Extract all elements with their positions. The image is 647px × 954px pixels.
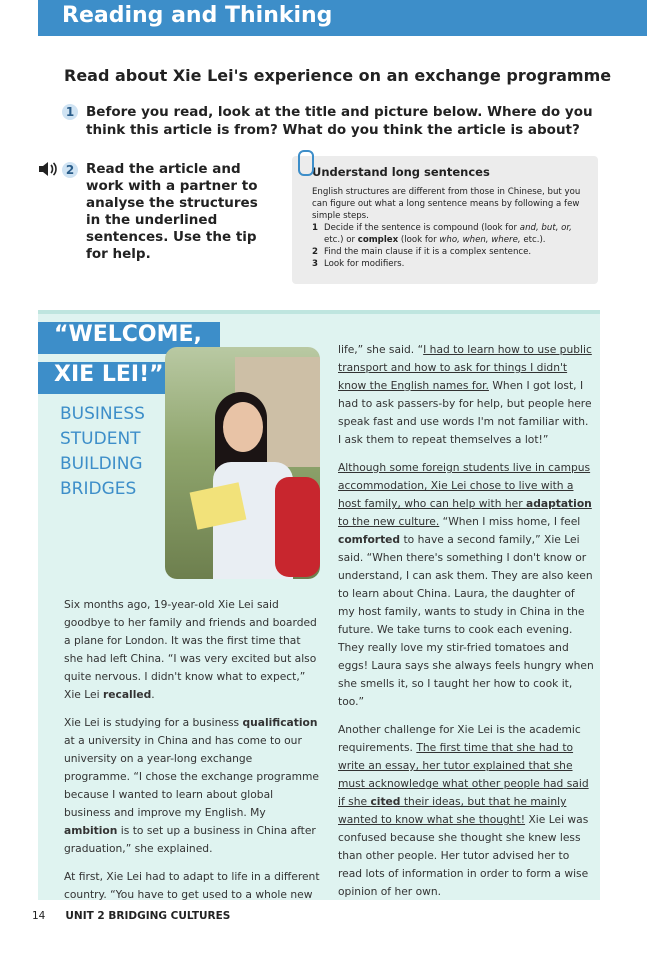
tip-title: Understand long sentences bbox=[312, 165, 490, 179]
article-paragraph-3: At first, Xie Lei had to adapt to life in a different country. “You have to get used to a whole new bbox=[64, 870, 320, 901]
article-left-column bbox=[64, 596, 320, 914]
question-2-number: 2 bbox=[62, 162, 78, 178]
article-right-column bbox=[338, 341, 594, 911]
article-subtitle: BUSINESS STUDENT BUILDING BRIDGES bbox=[60, 404, 145, 499]
section-banner bbox=[38, 0, 647, 36]
tip-step-1: 1 Decide if the sentence is compound (look for and, but, or, etc.) or complex (look for who, when, where, etc.). bbox=[312, 223, 572, 245]
page-footer bbox=[32, 910, 230, 922]
page-number: 14 bbox=[32, 910, 46, 922]
paperclip-icon bbox=[298, 150, 314, 176]
question-1-number: 1 bbox=[62, 104, 78, 120]
student-photo bbox=[165, 347, 320, 579]
article-top-border bbox=[38, 310, 600, 314]
tip-step-3: 3 Look for modifiers. bbox=[312, 259, 405, 269]
tip-step-2: 2 Find the main clause if it is a complex sentence. bbox=[312, 247, 532, 257]
tip-box bbox=[292, 156, 598, 284]
article-paragraph-6: Another challenge for Xie Lei is the academic requirements. The first time that she had to write an essay, her tutor explained that she must acknowledge what other people had said if she cited their ideas, but that he mainly wanted to know what she thought! Xie Lei was confused because she thought she knew less than other people. Her tutor advised her to read lots of information in order to form a wise opinion of her own. bbox=[338, 723, 589, 898]
question-2-text: Read the article and work with a partner to analyse the structures in the underlined sentences. Use the tip for help. bbox=[86, 161, 258, 262]
article-title-line-2: XIE LEI!” bbox=[38, 362, 206, 394]
question-1-text: Before you read, look at the title and picture below. Where do you think this article is from? What do you think the article is about? bbox=[86, 104, 593, 138]
task-heading: Read about Xie Lei's experience on an exchange programme bbox=[64, 66, 612, 85]
article-title-line-1: “WELCOME, bbox=[38, 322, 220, 354]
article-paragraph-5: Although some foreign students live in campus accommodation, Xie Lei chose to live with a host family, who can help with her adaptation to the new culture. “When I miss home, I feel comforted to have a second family,” Xie Lei said. “When there's something I don't know or understand, I can ask them. They are also keen to learn about China. Laura, the daughter of my host family, wants to study in China in the future. We take turns to cook each evening. They really love my stir-fried tomatoes and eggs! Laura says she always feels hungry when she smells it, so I taught her how to cook it, too.” bbox=[338, 461, 594, 708]
article-paragraph-2: Xie Lei is studying for a business qualification at a university in China and has come to our university on a year-long exchange programme. “I chose the exchange programme because I wanted to learn about global business and improve my English. My ambition is to set up a business in China after graduation,” she explained. bbox=[64, 716, 320, 855]
unit-label: UNIT 2 BRIDGING CULTURES bbox=[65, 910, 231, 922]
tip-body bbox=[312, 186, 590, 270]
section-title: Reading and Thinking bbox=[62, 3, 333, 28]
speaker-icon[interactable] bbox=[38, 162, 58, 180]
article-paragraph-1: Six months ago, 19-year-old Xie Lei said goodbye to her family and friends and boarded a plane for London. It was the first time that she had left China. “I was very excited but also quite nervous. I didn't know what to expect,” Xie Lei recalled. bbox=[64, 598, 317, 701]
article-paragraph-4: life,” she said. “I had to learn how to use public transport and how to ask for things I didn't know the English names for. When I got lost, I had to ask passers-by for help, but people here speak fast and use words I'm not familiar with. I ask them to repeat themselves a lot!” bbox=[338, 343, 592, 446]
tip-intro: English structures are different from those in Chinese, but you can figure out what a long sentence means by following a few simple steps. bbox=[312, 187, 581, 221]
